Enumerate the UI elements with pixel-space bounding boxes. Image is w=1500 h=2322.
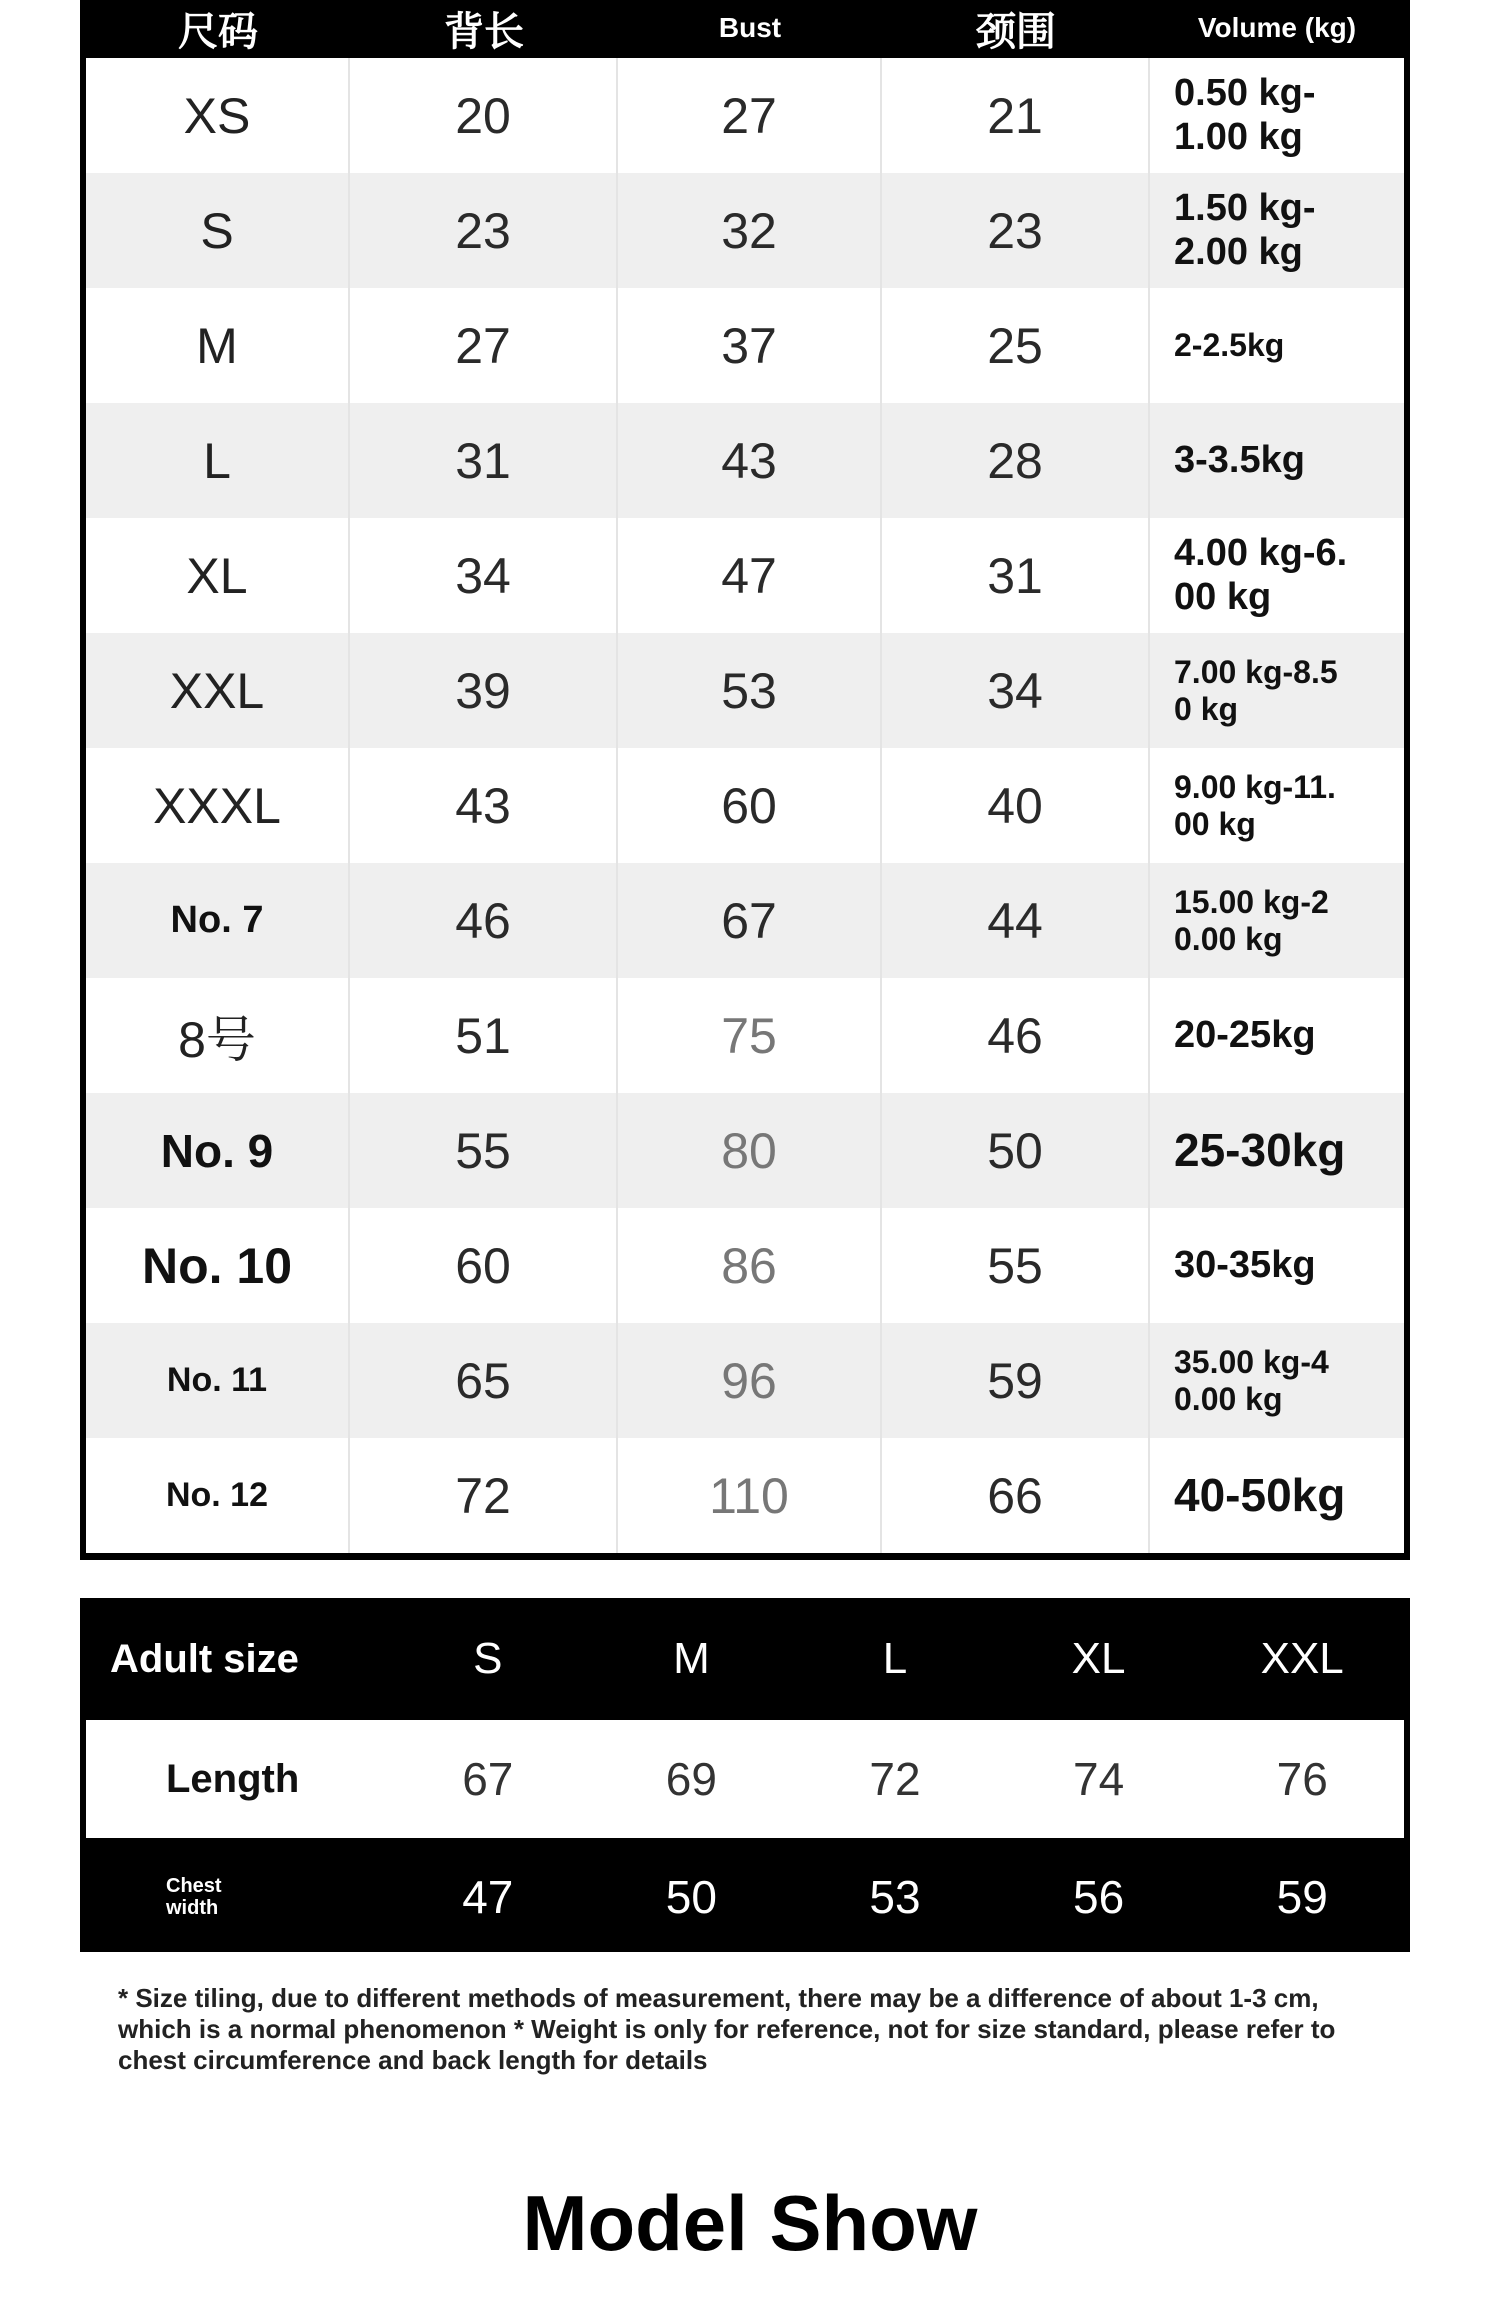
- adult-size-header-cell: L: [882, 1634, 908, 1683]
- adult-chest-row: [86, 1838, 1404, 1956]
- size-cell: No. 7: [86, 863, 350, 978]
- neck-cell: 55: [882, 1208, 1150, 1323]
- length-value: 69: [665, 1753, 717, 1805]
- size-cell: XXL: [86, 633, 350, 748]
- back-length-cell: 31: [350, 403, 618, 518]
- chest-width-value: 53: [869, 1871, 921, 1923]
- size-cell: No. 12: [86, 1438, 350, 1553]
- table-row: [86, 1208, 1404, 1323]
- back-length-cell: 72: [350, 1438, 618, 1553]
- length-label: Length: [166, 1756, 300, 1801]
- bust-cell: 86: [618, 1208, 882, 1323]
- table-row: [86, 288, 1404, 403]
- size-cell: S: [86, 173, 350, 288]
- adult-size-header-cell: M: [673, 1634, 710, 1683]
- pet-size-table-body: [86, 58, 1404, 1553]
- bust-cell: 43: [618, 403, 882, 518]
- back-length-cell: 51: [350, 978, 618, 1093]
- weight-cell: 30-35kg: [1174, 1243, 1316, 1286]
- table-row: [86, 1093, 1404, 1208]
- neck-cell: 23: [882, 173, 1150, 288]
- bust-cell: 80: [618, 1093, 882, 1208]
- neck-cell: 44: [882, 863, 1150, 978]
- adult-size-header-cell: XXL: [1260, 1634, 1344, 1683]
- model-show-heading: Model Show: [522, 2179, 978, 2267]
- chest-width-value: 56: [1073, 1871, 1125, 1923]
- weight-cell: 0.50 kg- 1.00 kg: [1174, 71, 1316, 158]
- bust-cell: 32: [618, 173, 882, 288]
- size-cell: No. 9: [86, 1093, 350, 1208]
- weight-cell: 15.00 kg-2 0.00 kg: [1174, 883, 1329, 957]
- adult-length-row: [86, 1720, 1404, 1838]
- weight-cell: 1.50 kg- 2.00 kg: [1174, 186, 1316, 273]
- weight-cell: 25-30kg: [1174, 1124, 1346, 1177]
- weight-cell: 40-50kg: [1174, 1469, 1346, 1522]
- adult-size-table: [80, 1598, 1410, 1952]
- neck-cell: 34: [882, 633, 1150, 748]
- measurement-note: * Size tiling, due to different methods of measurement, there may be a difference of about 1-3 cm, which is a normal phenomenon * Weight is only for reference, not for size standard, please refer to chest circumference and back length for details: [118, 1983, 1336, 2075]
- header-neck: 颈围: [976, 10, 1056, 54]
- length-value: 67: [462, 1753, 514, 1805]
- neck-cell: 31: [882, 518, 1150, 633]
- weight-cell: 4.00 kg-6. 00 kg: [1174, 531, 1348, 618]
- bust-cell: 67: [618, 863, 882, 978]
- back-length-cell: 55: [350, 1093, 618, 1208]
- size-cell: XL: [86, 518, 350, 633]
- table-row: [86, 1438, 1404, 1553]
- table-row: [86, 978, 1404, 1093]
- neck-cell: 59: [882, 1323, 1150, 1438]
- weight-cell: 35.00 kg-4 0.00 kg: [1174, 1343, 1329, 1417]
- size-cell: 8号: [86, 978, 350, 1093]
- weight-cell: 7.00 kg-8.5 0 kg: [1174, 653, 1338, 727]
- back-length-cell: 23: [350, 173, 618, 288]
- neck-cell: 21: [882, 58, 1150, 173]
- back-length-cell: 43: [350, 748, 618, 863]
- back-length-cell: 20: [350, 58, 618, 173]
- length-value: 72: [869, 1753, 921, 1805]
- back-length-cell: 65: [350, 1323, 618, 1438]
- bust-cell: 110: [618, 1438, 882, 1553]
- table-row: [86, 173, 1404, 288]
- pet-size-table-header: [86, 0, 1404, 58]
- back-length-cell: 34: [350, 518, 618, 633]
- neck-cell: 28: [882, 403, 1150, 518]
- adult-size-header-cell: S: [473, 1634, 503, 1683]
- table-row: [86, 748, 1404, 863]
- neck-cell: 66: [882, 1438, 1150, 1553]
- weight-cell: 3-3.5kg: [1174, 438, 1305, 481]
- table-row: [86, 863, 1404, 978]
- header-weight: Volume (kg): [1197, 12, 1357, 43]
- adult-size-header-cell: XL: [1071, 1634, 1126, 1683]
- neck-cell: 40: [882, 748, 1150, 863]
- table-row: [86, 633, 1404, 748]
- bust-cell: 75: [618, 978, 882, 1093]
- size-cell: M: [86, 288, 350, 403]
- chest-width-label: Chest width: [166, 1875, 222, 1919]
- weight-cell: 20-25kg: [1174, 1013, 1316, 1056]
- size-cell: L: [86, 403, 350, 518]
- adult-size-title: Adult size: [110, 1636, 299, 1681]
- header-bust: Bust: [718, 12, 782, 43]
- chest-width-value: 59: [1276, 1871, 1328, 1923]
- bust-cell: 37: [618, 288, 882, 403]
- bust-cell: 47: [618, 518, 882, 633]
- table-row: [86, 403, 1404, 518]
- table-row: [86, 58, 1404, 173]
- adult-size-header-row: [86, 1598, 1404, 1720]
- pet-size-table: [80, 0, 1410, 1560]
- length-value: 76: [1276, 1753, 1328, 1805]
- back-length-cell: 46: [350, 863, 618, 978]
- header-size: 尺码: [178, 10, 258, 54]
- neck-cell: 50: [882, 1093, 1150, 1208]
- back-length-cell: 27: [350, 288, 618, 403]
- bust-cell: 96: [618, 1323, 882, 1438]
- weight-cell: 9.00 kg-11. 00 kg: [1174, 768, 1336, 842]
- bust-cell: 53: [618, 633, 882, 748]
- table-row: [86, 1323, 1404, 1438]
- size-cell: XXXL: [86, 748, 350, 863]
- length-value: 74: [1073, 1753, 1125, 1805]
- size-cell: No. 11: [86, 1323, 350, 1438]
- bust-cell: 27: [618, 58, 882, 173]
- header-back-length: 背长: [444, 10, 524, 54]
- size-cell: No. 10: [86, 1208, 350, 1323]
- bust-cell: 60: [618, 748, 882, 863]
- size-cell: XS: [86, 58, 350, 173]
- back-length-cell: 60: [350, 1208, 618, 1323]
- chest-width-value: 50: [665, 1871, 717, 1923]
- table-row: [86, 518, 1404, 633]
- chest-width-value: 47: [462, 1871, 514, 1923]
- back-length-cell: 39: [350, 633, 618, 748]
- weight-cell: 2-2.5kg: [1174, 327, 1285, 364]
- neck-cell: 46: [882, 978, 1150, 1093]
- neck-cell: 25: [882, 288, 1150, 403]
